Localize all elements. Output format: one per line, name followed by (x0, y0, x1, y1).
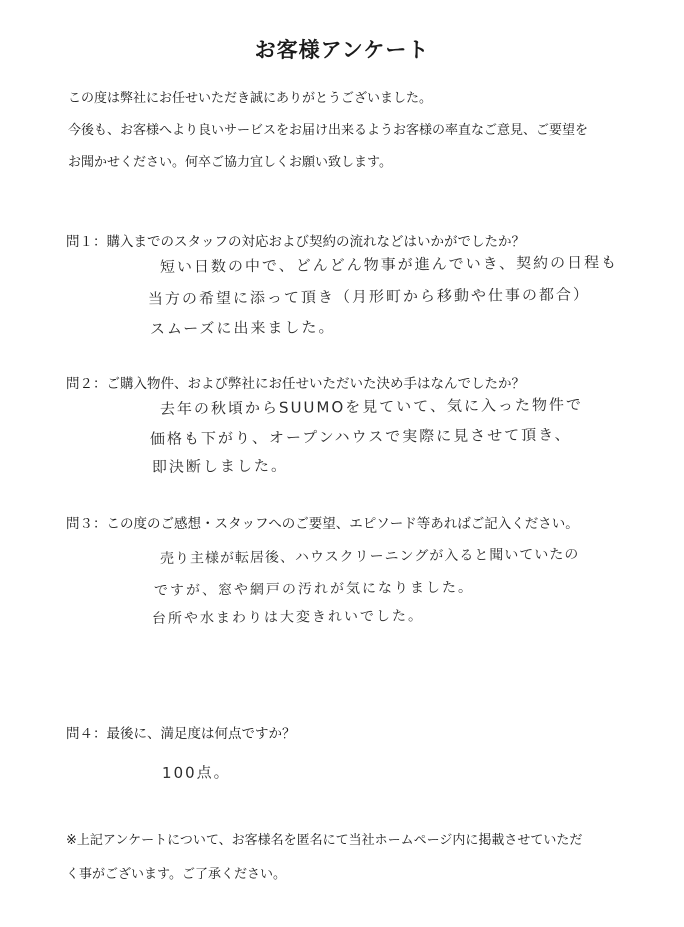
question-1-label: 問１：購入までのスタッフの対応および契約の流れなどはいかがでしたか？ (66, 234, 525, 250)
survey-title: お客様アンケート (254, 38, 430, 62)
question-4-label: 問４：最後に、満足度は何点ですか？ (66, 726, 296, 742)
intro-line-1: この度は弊社にお任せいただき誠にありがとうございました。 (68, 91, 433, 106)
answer-4-line-1: 100点。 (161, 763, 231, 782)
answer-1-line-1: 短い日数の中で、どんどん物事が進んでいき、契約の日程も (159, 253, 619, 276)
answer-1-line-2: 当方の希望に添って頂き（月形町から移動や仕事の都合） (147, 285, 591, 308)
answer-2-line-1: 去年の秋頃からSUUMOを見ていて、気に入った物件で (159, 395, 584, 418)
answer-3-line-1: 売り主様が転居後、ハウスクリーニングが入ると聞いていたの (159, 546, 580, 567)
disclaimer-line-2: く事がございます。ご了承ください。 (66, 867, 286, 882)
answer-3-line-3: 台所や水まわりは大変きれいでした。 (151, 608, 425, 627)
disclaimer-line-1: ※上記アンケートについて、お客様名を匿名にて当社ホームページ内に掲載させていただ (66, 833, 583, 848)
answer-1-line-3: スムーズに出来ました。 (149, 318, 336, 338)
question-2-label: 問２：ご購入物件、および弊社にお任せいただいた決め手はなんでしたか？ (66, 376, 525, 392)
answer-2-line-2: 価格も下がり、オープンハウスで実際に見させて頂き、 (149, 425, 572, 448)
answer-3-line-2: ですが、窓や網戸の汚れが気になりました。 (153, 579, 475, 599)
intro-line-3: お聞かせください。何卒ご協力宜しくお願い致します。 (68, 155, 392, 170)
answer-2-line-3: 即決断しました。 (151, 456, 289, 476)
intro-line-2: 今後も、お客様へより良いサービスをお届け出来るようお客様の率直なご意見、ご要望を (68, 123, 589, 138)
question-3-label: 問３：この度のご感想・スタッフへのご要望、エピソード等あればご記入ください。 (66, 516, 579, 532)
